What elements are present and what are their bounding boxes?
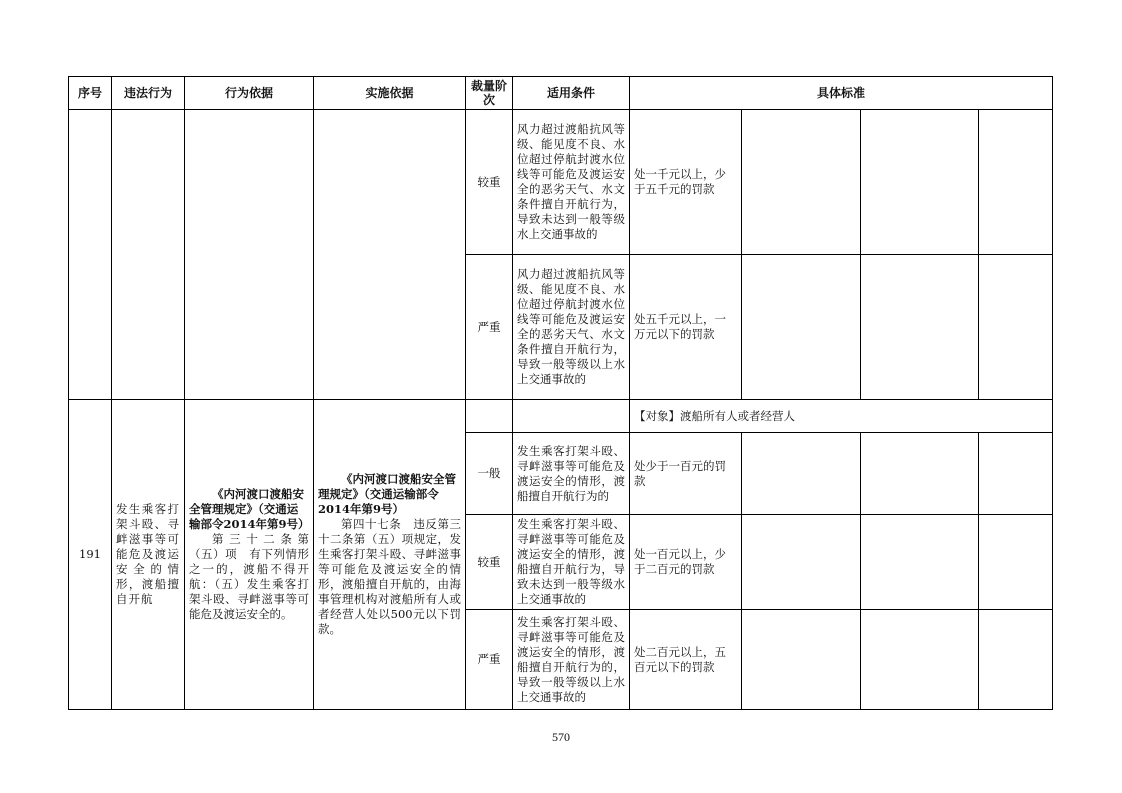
item-seq: 191 [69,400,112,710]
empty-cell [979,515,1053,610]
table-row [69,400,1053,433]
level-cell: 较重 [466,110,513,255]
condition-cell: 风力超过渡船抗风等级、能见度不良、水位超过停航封渡水位线等可能危及渡运安全的恶劣天气、水文条件擅自开航行为，导致一般等级以上水上交通事故的 [513,255,630,400]
standard-cell: 处二百元以上，五百元以下的罚款 [630,610,742,710]
basis-title: 《内河渡口渡船安全管理规定》（交通运输部令2014年第9号） [189,487,310,531]
empty-cell [979,610,1053,710]
empty-cell [742,515,861,610]
level-cell: 严重 [466,255,513,400]
empty-cell [861,110,979,255]
empty-cell [466,400,513,433]
condition-cell: 发生乘客打架斗殴、寻衅滋事等可能危及渡运安全的情形，渡船擅自开航行为，导致未达到一般等级水上交通事故的 [513,515,630,610]
empty-cell [861,515,979,610]
header-impl: 实施依据 [314,77,466,110]
condition-cell: 风力超过渡船抗风等级、能见度不良、水位超过停航封渡水位线等可能危及渡运安全的恶劣天气、水文条件擅自开航行为，导致未达到一般等级水上交通事故的 [513,110,630,255]
level-cell: 一般 [466,433,513,515]
item-impl [314,400,466,710]
header-standard: 具体标准 [630,77,1053,110]
header-basis: 行为依据 [185,77,314,110]
empty-cell [742,610,861,710]
empty-cell [979,255,1053,400]
impl-text: 第四十七条 违反第三十二条第（五）项规定，发生乘客打架斗殴、寻衅滋事等可能危及渡运安全的情形，渡船擅自开航的，由海事管理机构对渡船所有人或者经营人处以500元以下罚款。 [318,517,461,636]
table-row [69,110,1053,255]
empty-cell [742,110,861,255]
empty-cell [861,610,979,710]
header-seq: 序号 [69,77,112,110]
header-row [69,77,1053,110]
page-number: 570 [552,730,570,744]
standard-cell: 处一百元以上，少于二百元的罚款 [630,515,742,610]
standard-cell: 处少于一百元的罚款 [630,433,742,515]
header-level: 裁量阶次 [466,77,513,110]
standard-cell: 处五千元以上，一万元以下的罚款 [630,255,742,400]
empty-cell [861,433,979,515]
violation-cell [112,110,185,400]
basis-text: 第三十二条第（五）项 有下列情形之一的，渡船不得开航：（五）发生乘客打架斗殴、寻衅滋事等可能危及渡运安全的。 [189,532,309,621]
empty-cell [979,433,1053,515]
item-basis [185,400,314,710]
empty-cell [742,255,861,400]
empty-cell [742,433,861,515]
level-cell: 较重 [466,515,513,610]
condition-cell: 发生乘客打架斗殴、寻衅滋事等可能危及渡运安全的情形，渡船擅自开航行为的 [513,433,630,515]
condition-cell: 发生乘客打架斗殴、寻衅滋事等可能危及渡运安全的情形，渡船擅自开航行为的，导致一般等级以上水上交通事故的 [513,610,630,710]
impl-title: 《内河渡口渡船安全管理规定》（交通运输部令2014年第9号） [318,472,456,516]
penalty-table [68,76,1053,710]
seq-cell [69,110,112,400]
empty-cell [513,400,630,433]
item-violation: 发生乘客打架斗殴、寻衅滋事等可能危及渡运安全的情形，渡船擅自开航 [112,400,185,710]
empty-cell [979,110,1053,255]
empty-cell [861,255,979,400]
standard-cell: 处一千元以上，少于五千元的罚款 [630,110,742,255]
impl-cell [314,110,466,400]
header-condition: 适用条件 [513,77,630,110]
basis-cell [185,110,314,400]
level-cell: 严重 [466,610,513,710]
header-violation: 违法行为 [112,77,185,110]
object-cell: 【对象】渡船所有人或者经营人 [630,400,1053,433]
